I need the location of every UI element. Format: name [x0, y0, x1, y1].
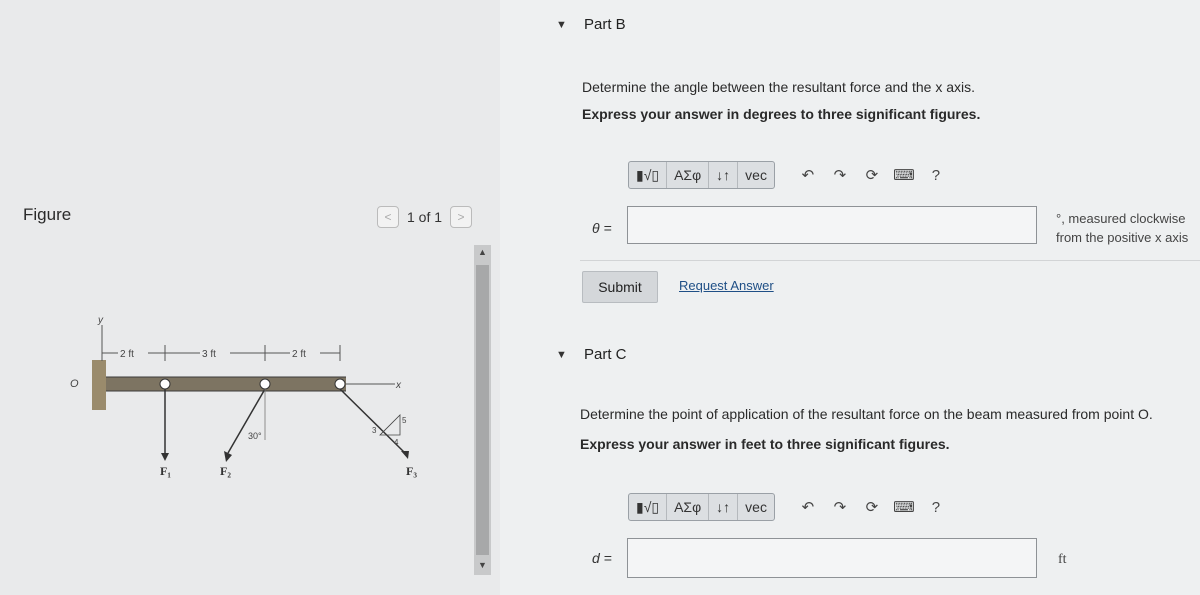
- part-b-unit-line1: °, measured clockwise: [1056, 211, 1186, 226]
- f1-label: F₁: [160, 464, 171, 478]
- wall-support: [92, 360, 106, 410]
- part-c-answer-input[interactable]: [627, 538, 1037, 578]
- keyboard-icon[interactable]: ⌨: [893, 167, 915, 184]
- part-b-toolbar-group: [628, 161, 775, 189]
- part-b-unit-line2: from the positive x axis: [1056, 230, 1189, 245]
- part-c-math-toolbar: [628, 493, 949, 521]
- dim-label-1: 2 ft: [120, 349, 134, 360]
- greek-symbols-button[interactable]: ΑΣφ: [667, 494, 709, 520]
- part-c-var-label: d =: [592, 550, 612, 566]
- reset-icon[interactable]: ⟳: [865, 499, 879, 516]
- part-b-instruction: Express your answer in degrees to three significant figures.: [582, 106, 981, 122]
- submit-button[interactable]: Submit: [582, 271, 658, 303]
- origin-label: O: [70, 378, 79, 390]
- figure-scrollbar[interactable]: [474, 245, 491, 575]
- figure-title: Figure: [23, 205, 72, 224]
- angle-label: 30°: [248, 431, 262, 441]
- dim-label-3: 2 ft: [292, 349, 306, 360]
- redo-icon[interactable]: ↷: [833, 167, 847, 184]
- redo-icon[interactable]: ↷: [833, 499, 847, 516]
- scroll-up-icon[interactable]: ▲: [478, 247, 487, 257]
- dim-label-2: 3 ft: [202, 349, 216, 360]
- part-c-unit: ft: [1058, 552, 1067, 567]
- part-b-var-label: θ =: [592, 220, 612, 236]
- collapse-part-b-icon[interactable]: ▼: [556, 19, 567, 31]
- x-axis-label: x: [396, 380, 401, 391]
- collapse-part-c-icon[interactable]: ▼: [556, 349, 567, 361]
- undo-icon[interactable]: ↶: [801, 167, 815, 184]
- templates-icon[interactable]: ▮√▯: [629, 494, 667, 520]
- part-c-title: Part C: [584, 346, 627, 363]
- slope-a: 3: [372, 426, 377, 435]
- part-b-title: Part B: [584, 16, 626, 33]
- scroll-thumb[interactable]: [476, 265, 489, 555]
- arrows-button[interactable]: ↓↑: [709, 162, 738, 188]
- part-c-instruction: Express your answer in feet to three significant figures.: [580, 436, 950, 452]
- part-b-math-toolbar: [628, 161, 949, 189]
- templates-icon[interactable]: ▮√▯: [629, 162, 667, 188]
- scroll-down-icon[interactable]: ▼: [478, 560, 487, 570]
- next-figure-button[interactable]: >: [450, 206, 472, 228]
- part-b-prompt: Determine the angle between the resultant force and the x axis.: [582, 79, 976, 95]
- help-icon[interactable]: ?: [931, 498, 941, 516]
- vec-button[interactable]: vec: [745, 167, 767, 183]
- arrows-button[interactable]: ↓↑: [709, 494, 738, 520]
- part-b-divider: [580, 260, 1200, 261]
- f2-label: F₂: [220, 464, 231, 478]
- request-answer-link[interactable]: Request Answer: [679, 278, 774, 293]
- greek-symbols-button[interactable]: ΑΣφ: [667, 162, 709, 188]
- help-icon[interactable]: ?: [931, 166, 941, 184]
- beam: [106, 377, 346, 391]
- keyboard-icon[interactable]: ⌨: [893, 499, 915, 516]
- slope-c: 5: [402, 416, 407, 425]
- part-b-answer-input[interactable]: [627, 206, 1037, 244]
- part-c-toolbar-group: [628, 493, 775, 521]
- f3-label: F₃: [406, 464, 417, 478]
- y-axis-label: y: [98, 315, 103, 326]
- vec-button[interactable]: vec: [745, 499, 767, 515]
- part-c-prompt: Determine the point of application of the resultant force on the beam measured from point O.: [580, 406, 1153, 422]
- beam-diagram: [50, 305, 430, 495]
- slope-b: 4: [394, 438, 399, 447]
- prev-figure-button[interactable]: <: [377, 206, 399, 228]
- undo-icon[interactable]: ↶: [801, 499, 815, 516]
- figure-panel: [0, 0, 500, 595]
- pager-text: 1 of 1: [407, 209, 443, 225]
- reset-icon[interactable]: ⟳: [865, 167, 879, 184]
- figure-pager: [377, 206, 472, 228]
